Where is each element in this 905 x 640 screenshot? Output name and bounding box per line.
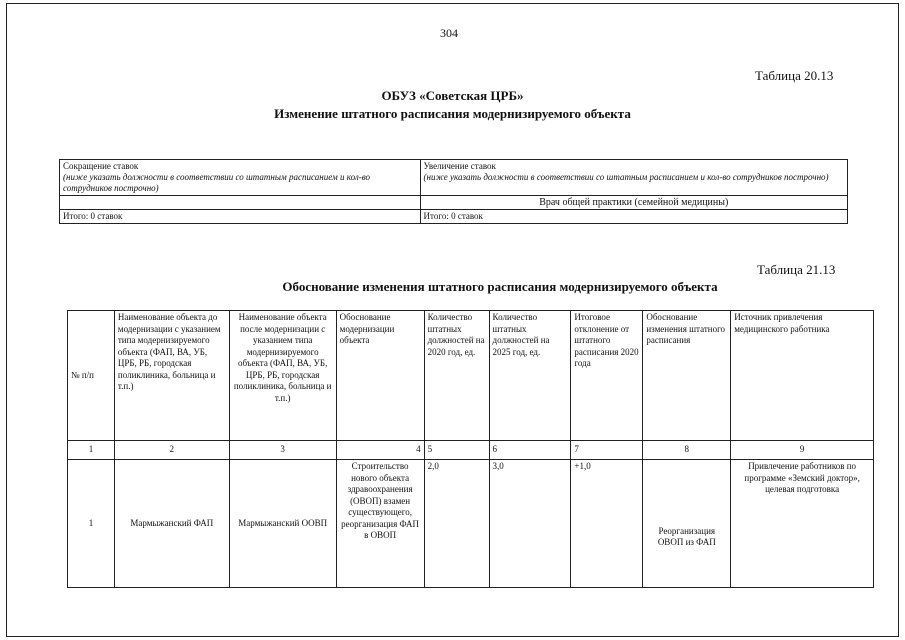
column-number: 2 (114, 441, 229, 460)
reduction-header: Сокращение ставок (63, 161, 139, 171)
reduction-total: Итого: 0 ставок (60, 210, 421, 224)
header-cell: Итоговое отклонение от штатного расписания 2020 года (571, 311, 643, 441)
table1-number: Таблица 20.13 (755, 68, 834, 83)
page-number: 304 (440, 26, 458, 40)
increase-total: Итого: 0 ставок (420, 210, 847, 224)
row-number: 1 (68, 460, 115, 588)
increase-cell (420, 160, 847, 196)
worker-source: Привлечение работников по программе «Земский доктор», целевая подготовка (731, 460, 874, 588)
column-number: 8 (643, 441, 731, 460)
column-number: 6 (489, 441, 571, 460)
change-reason: Реорганизация ОВОП из ФАП (643, 460, 731, 588)
header-cell: Количество штатных должностей на 2025 год, ед. (489, 311, 571, 441)
increase-position: Врач общей практики (семейной медицины) (420, 196, 847, 210)
staff-2025: 3,0 (489, 460, 571, 588)
table-row (68, 460, 874, 588)
reduction-position-empty (60, 196, 421, 210)
column-number: 1 (68, 441, 115, 460)
staffing-change-table (59, 159, 848, 224)
table2-title: Обоснование изменения штатного расписания модернизируемого объекта (282, 279, 718, 294)
column-number: 4 (336, 441, 424, 460)
header-cell: Наименование объекта после модернизации с указанием типа модернизируемого объекта (ФАП, ВА, УБ, ЦРБ, РБ, городская поликлиника, больница и т.п.) (229, 311, 336, 441)
increase-header: Увеличение ставок (423, 161, 496, 171)
column-number: 9 (731, 441, 874, 460)
justification-table (67, 310, 874, 588)
header-row (68, 311, 874, 441)
object-after: Мармыжанский ООВП (229, 460, 336, 588)
staff-deviation: +1,0 (571, 460, 643, 588)
header-cell: № п/п (68, 311, 115, 441)
reduction-cell (60, 160, 421, 196)
column-number-row (68, 441, 874, 460)
table2-number: Таблица 21.13 (757, 262, 836, 277)
header-cell: Источник привлечения медицинского работника (731, 311, 874, 441)
header-cell: Наименование объекта до модернизации с указанием типа модернизируемого объекта (ФАП, ВА, УБ, ЦРБ, РБ, городская поликлиника, больница и т.п.) (114, 311, 229, 441)
header-cell: Обоснование модернизации объекта (336, 311, 424, 441)
increase-note: (ниже указать должности в соответствии со штатным расписанием и кол-во сотрудников построчно) (423, 172, 829, 182)
staff-2020: 2,0 (424, 460, 489, 588)
table1-title-line1: ОБУЗ «Советская ЦРБ» (381, 88, 524, 103)
header-cell: Обоснование изменения штатного расписания (643, 311, 731, 441)
object-before: Мармыжанский ФАП (114, 460, 229, 588)
column-number: 7 (571, 441, 643, 460)
column-number: 5 (424, 441, 489, 460)
column-number: 3 (229, 441, 336, 460)
modernization-justification: Строительство нового объекта здравоохранения (ОВОП) взамен существующего, реорганизация ФАП в ОВОП (336, 460, 424, 588)
header-cell: Количество штатных должностей на 2020 год, ед. (424, 311, 489, 441)
reduction-note: (ниже указать должности в соответствии со штатным расписанием и кол-во сотрудников построчно) (63, 172, 371, 193)
table1-title-line2: Изменение штатного расписания модернизируемого объекта (274, 106, 631, 121)
